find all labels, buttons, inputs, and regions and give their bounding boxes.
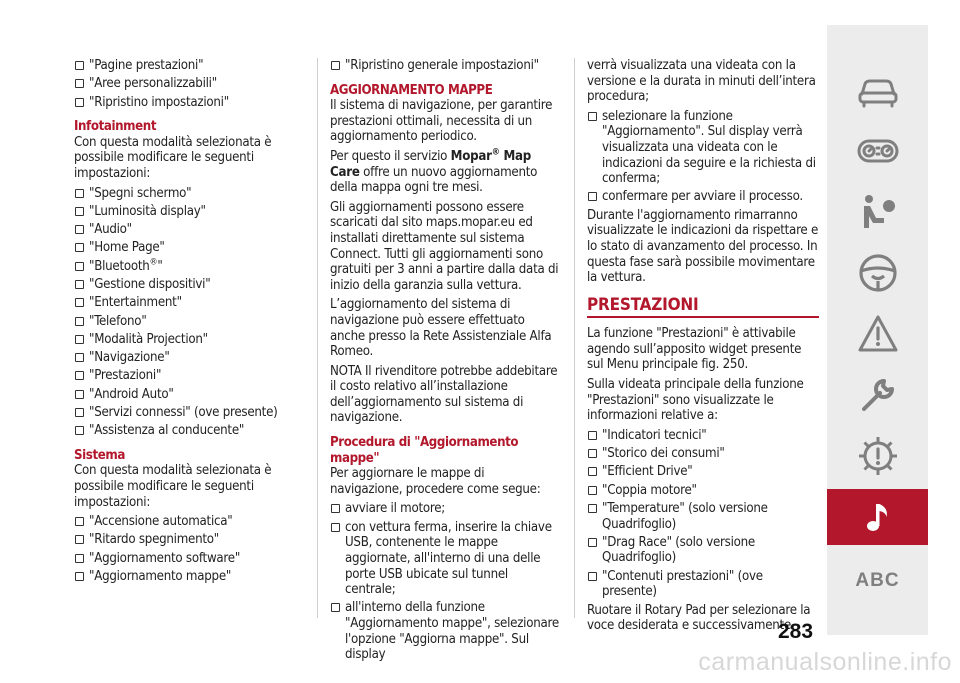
step-item: avviare il motore; [330,501,560,517]
list-item: "Efficient Drive" [587,464,819,480]
checkbox-bullet-icon [75,390,84,399]
paragraph: L’aggiornamento del sistema di navigazione può essere effettuato anche presso la Rete Assistenziale Alfa Romeo. [330,297,552,360]
checkbox-bullet-icon [75,353,84,362]
checkbox-bullet-icon [331,504,340,513]
list-item: "Spegni schermo" [74,186,280,202]
settings-icon[interactable] [827,428,928,484]
list-item: "Aree personalizzabili" [74,76,280,92]
column-divider [317,58,318,618]
checkbox-bullet-icon [331,523,340,532]
checkbox-bullet-icon [588,192,597,201]
checkbox-bullet-icon [75,554,84,563]
checkbox-bullet-icon [75,243,84,252]
list-item: "Home Page" [74,240,280,256]
checkbox-bullet-icon [75,408,84,417]
paragraph: Gli aggiornamenti possono essere scaricati dal sito maps.mopar.eu ed installati direttamente sul sistema Connect. Tutti gli aggiornamenti sono gratuiti per 3 anni a partire dalla data di inizio della garanzia sulla vettura. [330,199,559,293]
list-item: "Indicatori tecnici" [587,428,819,444]
list-item: "Ritardo spegnimento" [74,532,280,548]
list-item: "Pagine prestazioni" [74,58,280,74]
list-item: "Assistenza al conducente" [74,423,280,439]
list-item: "Bluetooth®" [74,259,280,275]
list-item: "Temperature" (solo versione Quadrifoglio) [587,501,819,532]
sistema-heading: Sistema [74,447,125,463]
list-item: "Ripristino impostazioni" [74,95,280,111]
list-item: "Accensione automatica" [74,514,280,530]
infotainment-text: Con questa modalità selezionata è possibile modificare le seguenti impostazioni: [74,134,272,181]
checkbox-bullet-icon [75,98,84,107]
checkbox-bullet-icon [588,431,597,440]
checkbox-bullet-icon [75,225,84,234]
checkbox-bullet-icon [75,189,84,198]
abc-index-icon[interactable] [827,553,928,609]
procedura-heading: Procedura di "Aggiornamento mappe" [330,435,519,466]
paragraph: verrà visualizzata una videata con la versione e la durata in minuti dell’intera procedura; [587,58,816,105]
list-item: "Aggiornamento software" [74,551,280,567]
list-item: "Gestione dispositivi" [74,277,280,293]
step-item: con vettura ferma, inserire la chiave USB, contenente le mappe aggiornate, all'interno di una delle porte USB ubicate sul tunnel centrale; [330,520,560,598]
checkbox-bullet-icon [75,207,84,216]
wrench-icon[interactable] [827,367,928,423]
car-icon[interactable] [827,62,928,118]
list-item: "Servizi connessi" (ove presente) [74,405,280,421]
checkbox-bullet-icon [75,262,84,271]
list-item: "Coppia motore" [587,483,819,499]
watermark: carmanualsonline.info [698,648,952,676]
checkbox-bullet-icon [588,112,597,121]
music-note-icon[interactable] [827,489,928,545]
list-item: "Modalità Projection" [74,332,280,348]
airbag-icon[interactable] [827,184,928,240]
checkbox-bullet-icon [75,317,84,326]
checkbox-bullet-icon [75,535,84,544]
checkbox-bullet-icon [75,335,84,344]
list-item: "Android Auto" [74,387,280,403]
paragraph: Sulla videata principale della funzione "Prestazioni" sono visualizzate le informazioni relative a: [587,377,804,424]
abc-label: ABC [855,570,900,591]
infotainment-heading: Infotainment [74,119,157,135]
paragraph: Durante l'aggiornamento rimarranno visualizzate le indicazioni da rispettare e lo stato di avanzamento del processo. In questa fase sarà possibile movimentare la vettura. [587,207,819,286]
step-item: selezionare la funzione "Aggiornamento". Sul display verrà visualizzata una videata con le indicazioni da seguire e la richiesta di conferma; [587,109,819,187]
checkbox-bullet-icon [75,572,84,581]
checkbox-bullet-icon [75,61,84,70]
warning-icon[interactable] [827,306,928,362]
paragraph: Il sistema di navigazione, per garantire prestazioni ottimali, necessita di un aggiornamento periodico. [330,98,553,145]
checkbox-bullet-icon [75,371,84,380]
checkbox-bullet-icon [75,280,84,289]
list-item: "Navigazione" [74,350,280,366]
steering-wheel-icon[interactable] [827,245,928,301]
list-item: "Storico dei consumi" [587,446,819,462]
step-item: all'interno della funzione "Aggiornamento mappe", selezionare l'opzione "Aggiorna mappe". Sul display [330,600,560,662]
checkbox-bullet-icon [588,486,597,495]
list-item: "Drag Race" (solo versione Quadrifoglio) [587,535,819,566]
list-item: "Ripristino generale impostazioni" [330,58,560,74]
sistema-text: Con questa modalità selezionata è possibile modificare le seguenti impostazioni: [74,463,272,510]
heading-rule [587,316,819,318]
checkbox-bullet-icon [75,426,84,435]
list-item: "Audio" [74,222,280,238]
mopar-paragraph: Per questo il servizio Mopar® Map Care offre un nuovo aggiornamento della mappa ogni tre mesi. [330,147,538,196]
step-item: confermare per avviare il processo. [587,189,819,205]
checkbox-bullet-icon [588,467,597,476]
paragraph: La funzione "Prestazioni" è attivabile agendo sull’apposito widget presente sul Menu principale fig. 250. [587,326,802,373]
column-divider [574,58,575,618]
page-number: 283 [778,620,814,643]
checkbox-bullet-icon [588,538,597,547]
column-2 [330,58,560,665]
checkbox-bullet-icon [588,449,597,458]
checkbox-bullet-icon [75,79,84,88]
aggiornamento-mappe-heading: AGGIORNAMENTO MAPPE [330,82,493,98]
dashboard-icon[interactable] [827,123,928,179]
list-item: "Luminosità display" [74,204,280,220]
chapter-sidebar [827,25,928,635]
checkbox-bullet-icon [588,572,597,581]
list-item: "Telefono" [74,314,280,330]
list-item: "Contenuti prestazioni" (ove presente) [587,569,819,600]
list-item: "Prestazioni" [74,368,280,384]
checkbox-bullet-icon [588,504,597,513]
checkbox-bullet-icon [331,603,340,612]
checkbox-bullet-icon [75,298,84,307]
checkbox-bullet-icon [75,517,84,526]
checkbox-bullet-icon [331,61,340,70]
paragraph: Ruotare il Rotary Pad per selezionare la voce desiderata e successivamente [587,602,811,634]
nota-paragraph: NOTA Il rivenditore potrebbe addebitare il costo relativo all’installazione dell’aggiornamento sul sistema di navigazione. [330,363,558,426]
list-item: "Aggiornamento mappe" [74,569,280,585]
column-3 [587,58,819,638]
list-item: "Entertainment" [74,295,280,311]
column-1 [74,58,280,587]
prestazioni-heading: PRESTAZIONI [587,294,699,315]
paragraph: Per aggiornare le mappe di navigazione, procedere come segue: [330,466,541,497]
